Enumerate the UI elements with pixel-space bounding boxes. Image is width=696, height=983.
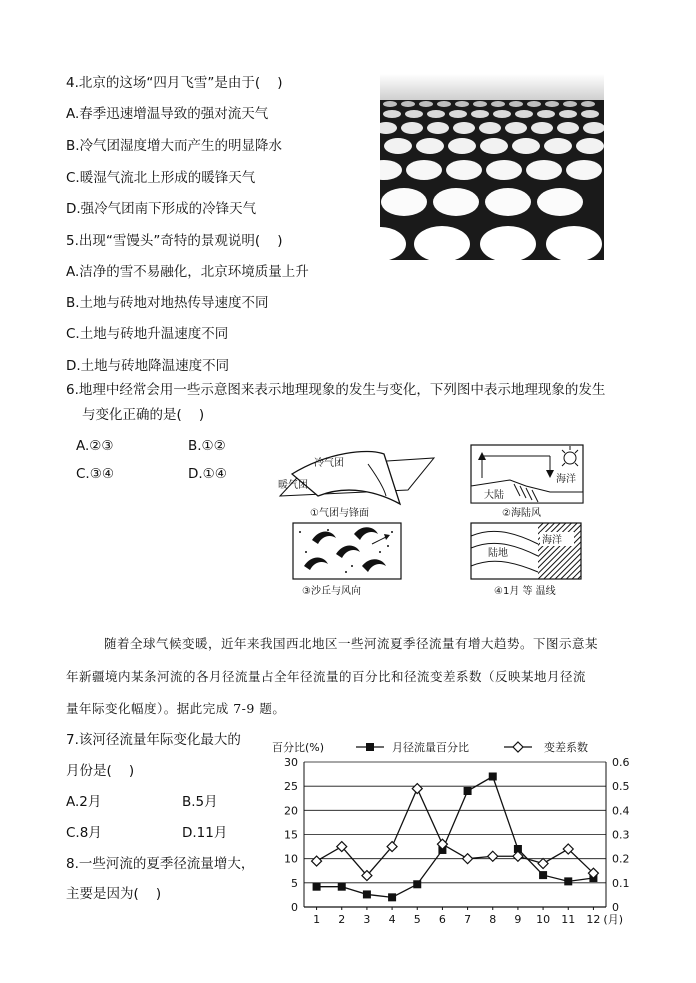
x-tick-label: 4 [388, 913, 396, 926]
q4-option-a: A.春季迅速增温导致的强对流天气 [66, 106, 269, 122]
legend-diamond-marker [513, 742, 523, 752]
x-tick-label: 12 [586, 913, 601, 926]
q7-stem-line2: 月份是( ) [66, 763, 135, 779]
d1-caption: ①气团与锋面 [310, 508, 369, 519]
diagram-air-mass-front [278, 444, 438, 520]
y-tick-right: 0.4 [612, 804, 630, 818]
y-tick-right: 0.3 [612, 828, 630, 842]
snow-mantou-photo [380, 74, 604, 260]
q4-stem: 4.北京的这场“四月飞雪”是由于( ) [66, 75, 283, 91]
q7-option-b: B.5月 [182, 794, 218, 810]
q4-option-b: B.冷气团湿度增大而产生的明显降水 [66, 138, 283, 154]
d4-land-label: 陆地 [488, 548, 508, 559]
q6-option-c: C.③④ [76, 466, 114, 482]
d4-sea-label: 海洋 [542, 535, 562, 546]
q5-option-d: D.土地与砖地降温速度不同 [66, 358, 230, 374]
q6-stem-line2: 与变化正确的是( ) [82, 407, 205, 423]
series-line-2 [317, 789, 594, 876]
y-tick-left: 20 [284, 804, 298, 818]
x-tick-label: 3 [363, 913, 371, 926]
q6-option-d: D.①④ [188, 466, 227, 482]
d2-sea-label: 海洋 [556, 474, 576, 485]
q7-stem-line1: 7.该河径流量年际变化最大的 [66, 732, 241, 748]
d4-caption: ④1月 等 温线 [494, 586, 556, 597]
q6-stem-line1: 6.地理中经常会用一些示意图来表示地理现象的发生与变化，下列图中表示地理现象的发生 [66, 382, 606, 398]
x-tick-label: 11 [561, 913, 576, 926]
q6-option-a: A.②③ [76, 438, 114, 454]
variation-coefficient-point [488, 851, 498, 861]
q4-option-c: C.暖湿气流北上形成的暖锋天气 [66, 170, 256, 186]
variation-coefficient-point [412, 784, 422, 794]
x-tick-label: 1 [313, 913, 321, 926]
runoff-percent-point [489, 773, 497, 781]
x-tick-label: 5 [413, 913, 421, 926]
x-tick-label: 7 [464, 913, 472, 926]
x-tick-label: 2 [338, 913, 346, 926]
d1-warm-label: 暖气团 [278, 480, 308, 491]
q5-option-c: C.土地与砖地升温速度不同 [66, 326, 229, 342]
y-tick-right: 0 [612, 901, 619, 914]
x-tick-label: 6 [438, 913, 446, 926]
x-tick-label: 9 [514, 913, 522, 926]
y-tick-left: 10 [284, 852, 298, 866]
runoff-percent-point [539, 871, 547, 879]
q4-option-d: D.强冷气团南下形成的冷锋天气 [66, 201, 257, 217]
y-tick-right: 0.2 [612, 852, 630, 866]
runoff-percent-point [338, 883, 346, 891]
diagram-dunes-wind [292, 522, 404, 600]
d1-cold-label: 冷气团 [314, 458, 344, 469]
runoff-percent-point [564, 877, 572, 885]
q5-stem: 5.出现“雪馒头”奇特的景观说明( ) [66, 233, 283, 249]
q7-option-c: C.8月 [66, 825, 102, 841]
x-unit-label: (月) [603, 913, 624, 926]
y-tick-left: 0 [291, 901, 298, 914]
y-tick-right: 0.6 [612, 756, 630, 769]
runoff-chart [270, 732, 650, 928]
y-tick-left: 15 [284, 828, 298, 842]
y-tick-right: 0.5 [612, 780, 630, 794]
diagram-january-isotherms [470, 522, 586, 600]
runoff-percent-point [464, 787, 472, 795]
legend-square-marker [366, 743, 374, 751]
y-axis-label-left: 百分比(%) [272, 741, 325, 754]
variation-coefficient-point [312, 856, 322, 866]
passage-line3: 量年际变化幅度）。据此完成 7-9 题。 [66, 701, 286, 716]
q5-option-a: A.洁净的雪不易融化，北京环境质量上升 [66, 264, 309, 280]
d3-caption: ③沙丘与风向 [302, 586, 361, 597]
runoff-percent-point [363, 890, 371, 898]
x-tick-label: 8 [489, 913, 497, 926]
q7-option-a: A.2月 [66, 794, 102, 810]
y-tick-left: 5 [291, 876, 298, 890]
variation-coefficient-point [538, 859, 548, 869]
passage-line1: 随着全球气候变暖，近年来我国西北地区一些河流夏季径流量有增大趋势。下图示意某 [104, 636, 599, 651]
q7-option-d: D.11月 [182, 825, 228, 841]
q8-stem-line1: 8.一些河流的夏季径流量增大， [66, 856, 255, 872]
runoff-percent-point [388, 893, 396, 901]
y-tick-right: 0.1 [612, 876, 630, 890]
legend-series-1: 月径流量百分比 [392, 741, 469, 754]
d2-land-label: 大陆 [484, 490, 504, 501]
q5-option-b: B.土地与砖地对地热传导速度不同 [66, 295, 269, 311]
diagram-land-sea-breeze [470, 444, 586, 520]
x-tick-label: 10 [536, 913, 551, 926]
chart-legend [356, 740, 588, 754]
passage-line2: 年新疆境内某条河流的各月径流量占全年径流量的百分比和径流变差系数（反映某地月径流 [66, 669, 587, 684]
runoff-percent-point [313, 883, 321, 891]
y-tick-left: 25 [284, 780, 298, 794]
q6-option-b: B.①② [188, 438, 226, 454]
q8-stem-line2: 主要是因为( ) [66, 886, 162, 902]
legend-series-2: 变差系数 [544, 741, 588, 754]
y-tick-left: 30 [284, 756, 298, 769]
series-line-1 [317, 777, 594, 898]
runoff-percent-point [413, 880, 421, 888]
d2-caption: ②海陆风 [502, 508, 541, 519]
variation-coefficient-point [463, 854, 473, 864]
